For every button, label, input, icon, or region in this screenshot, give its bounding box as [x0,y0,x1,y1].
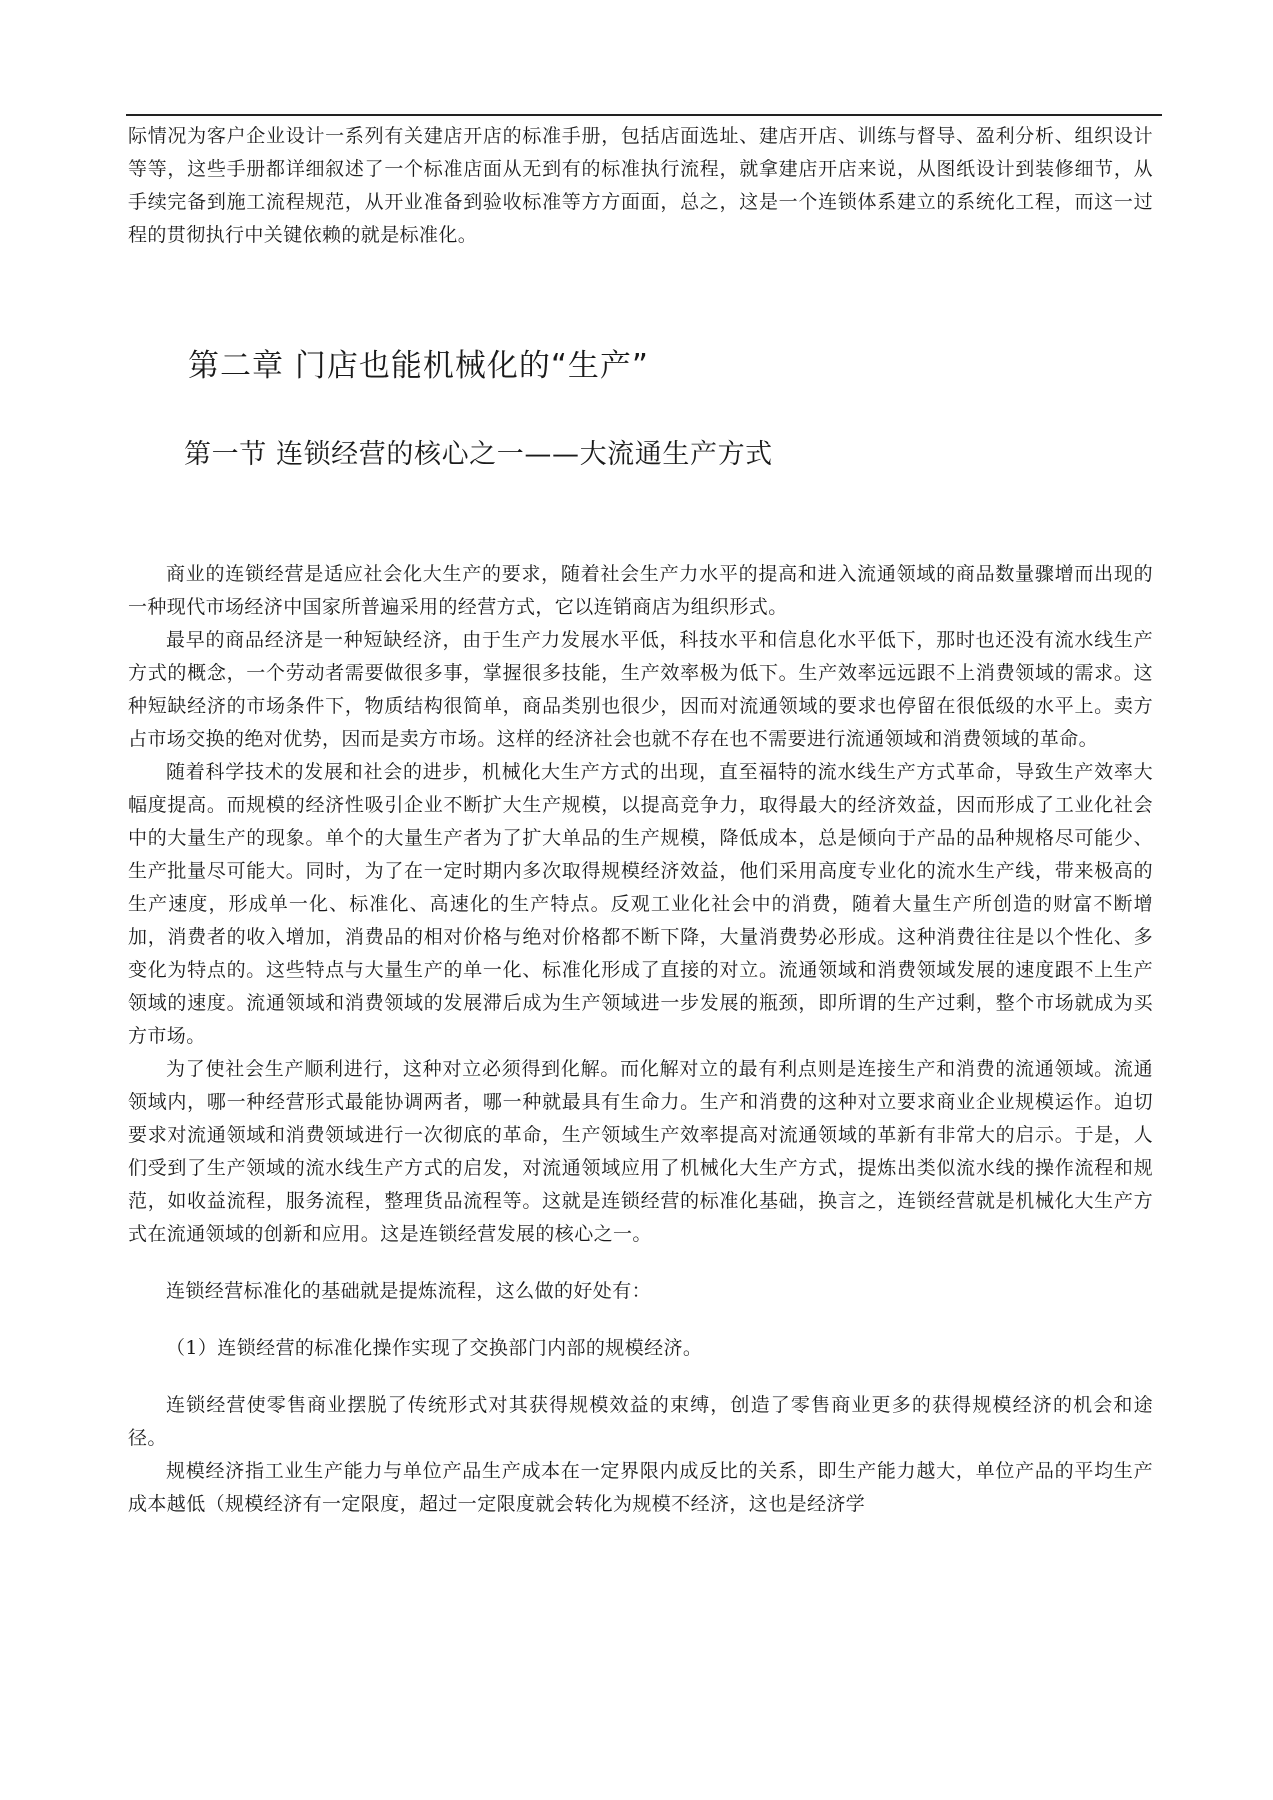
body-paragraph: 商业的连锁经营是适应社会化大生产的要求，随着社会生产力水平的提高和进入流通领域的商品数量骤增而出现的一种现代市场经济中国家所普遍采用的经营方式，它以连销商店为组织形式。 [128,563,1153,618]
section-title: 第一节 连锁经营的核心之一——大流通生产方式 [184,439,773,470]
body-paragraph: 最早的商品经济是一种短缺经济，由于生产力发展水平低，科技水平和信息化水平低下，那时也还没有流水线生产方式的概念，一个劳动者需要做很多事，掌握很多技能，生产效率极为低下。生产效率远远跟不上消费领域的需求。这种短缺经济的市场条件下，物质结构很简单，商品类别也很少，因而对流通领域的要求也停留在很低级的水平上。卖方占市场交换的绝对优势，因而是卖方市场。这样的经济社会也就不存在也不需要进行流通领域和消费领域的革命。 [128,629,1153,750]
closing-paragraph: 规模经济指工业生产能力与单位产品生产成本在一定界限内成反比的关系，即生产能力越大，单位产品的平均生产成本越低（规模经济有一定限度，超过一定限度就会转化为规模不经济，这也是经济学 [128,1460,1153,1515]
standardization-intro: 连锁经营标准化的基础就是提炼流程，这么做的好处有： [166,1280,652,1302]
page-content [128,120,1153,1521]
body-paragraph: 为了使社会生产顺利进行，这种对立必须得到化解。而化解对立的最有利点则是连接生产和消费的流通领域。流通领域内，哪一种经营形式最能协调两者，哪一种就最具有生命力。生产和消费的这种对立要求商业企业规模运作。迫切要求对流通领域和消费领域进行一次彻底的革命，生产领域生产效率提高对流通领域的革新有非常大的启示。于是，人们受到了生产领域的流水线生产方式的启发，对流通领域应用了机械化大生产方式，提炼出类似流水线的操作流程和规范，如收益流程，服务流程，整理货品流程等。这就是连锁经营的标准化基础，换言之，连锁经营就是机械化大生产方式在流通领域的创新和应用。这是连锁经营发展的核心之一。 [128,1058,1153,1245]
point-1: （1）连锁经营的标准化操作实现了交换部门内部的规模经济。 [166,1337,703,1359]
closing-paragraph: 连锁经营使零售商业摆脱了传统形式对其获得规模效益的束缚，创造了零售商业更多的获得规模经济的机会和途径。 [128,1394,1153,1449]
header-rule [126,114,1162,116]
body-paragraph: 随着科学技术的发展和社会的进步，机械化大生产方式的出现，直至福特的流水线生产方式革命，导致生产效率大幅度提高。而规模的经济性吸引企业不断扩大生产规模，以提高竞争力，取得最大的经济效益，因而形成了工业化社会中的大量生产的现象。单个的大量生产者为了扩大单品的生产规模，降低成本，总是倾向于产品的品种规格尽可能少、生产批量尽可能大。同时，为了在一定时期内多次取得规模经济效益，他们采用高度专业化的流水生产线，带来极高的生产速度，形成单一化、标准化、高速化的生产特点。反观工业化社会中的消费，随着大量生产所创造的财富不断增加，消费者的收入增加，消费品的相对价格与绝对价格都不断下降，大量消费势必形成。这种消费往往是以个性化、多变化为特点的。这些特点与大量生产的单一化、标准化形成了直接的对立。流通领域和消费领域发展的速度跟不上生产领域的速度。流通领域和消费领域的发展滞后成为生产领域进一步发展的瓶颈，即所谓的生产过剩，整个市场就成为买方市场。 [128,761,1153,1047]
intro-paragraph: 际情况为客户企业设计一系列有关建店开店的标准手册，包括店面选址、建店开店、训练与督导、盈利分析、组织设计等等，这些手册都详细叙述了一个标准店面从无到有的标准执行流程，就拿建店开店来说，从图纸设计到装修细节，从手续完备到施工流程规范，从开业准备到验收标准等方方面面，总之，这是一个连锁体系建立的系统化工程，而这一过程的贯彻执行中关键依赖的就是标准化。 [128,125,1153,246]
chapter-title: 第二章 门店也能机械化的“生产” [188,348,649,384]
